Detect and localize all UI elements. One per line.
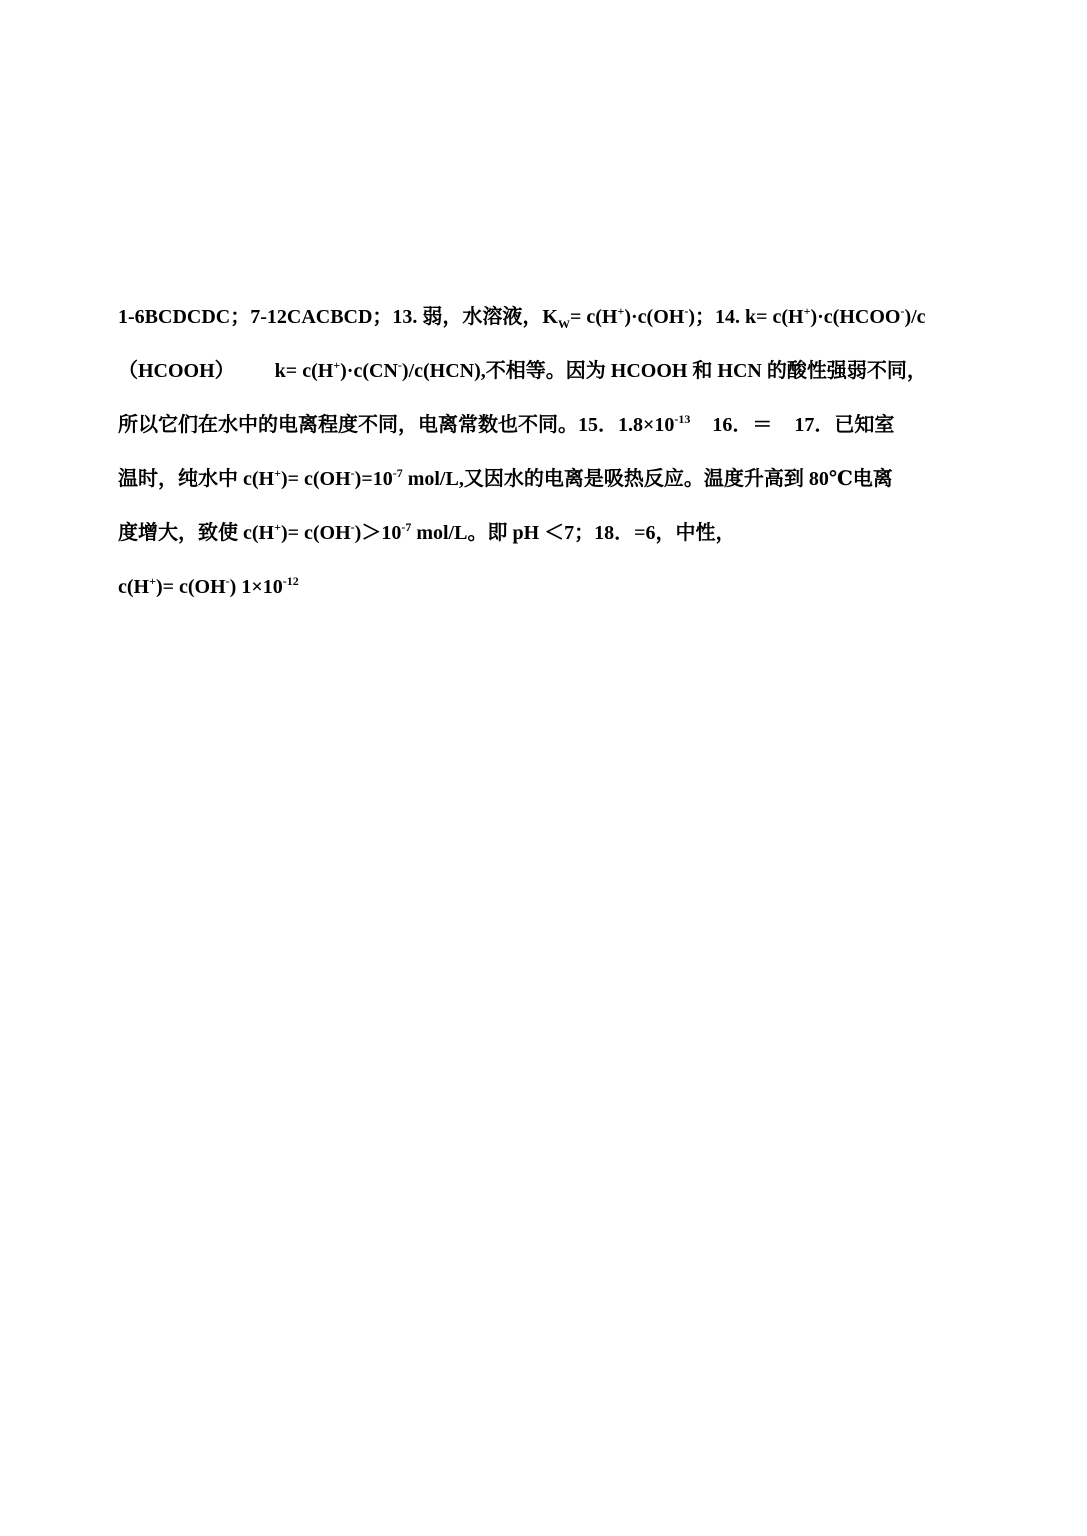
text-line-4 bbox=[118, 462, 998, 516]
text-line-2 bbox=[118, 354, 998, 408]
text-run: 温时，纯水中 c(H bbox=[118, 468, 275, 490]
text-run: )·c(OH bbox=[624, 306, 685, 328]
superscript: - bbox=[900, 304, 905, 318]
superscript: + bbox=[274, 520, 281, 534]
text-run: c(H bbox=[118, 576, 150, 598]
text-line-5 bbox=[118, 516, 998, 570]
text-line-1 bbox=[118, 300, 998, 354]
superscript: - bbox=[350, 520, 355, 534]
text-run: mol/L。即 pH ＜7；18．=6，中性， bbox=[411, 522, 736, 544]
superscript: - bbox=[350, 466, 355, 480]
superscript: -7 bbox=[401, 520, 412, 534]
superscript: + bbox=[617, 304, 625, 318]
text-run: 1-6BCDCDC；7-12CACBCD；13. 弱，水溶液，K bbox=[118, 306, 558, 328]
text-run: )·c(CN bbox=[340, 360, 398, 382]
superscript: + bbox=[149, 574, 156, 588]
text-run: )＞10 bbox=[354, 522, 402, 544]
answer-text bbox=[118, 300, 998, 610]
text-run: )·c(HCOO bbox=[810, 306, 901, 328]
text-run: )；14. k= c(H bbox=[688, 306, 804, 328]
text-run: 度增大，致使 c(H bbox=[118, 522, 275, 544]
text-run: )/c bbox=[904, 306, 926, 328]
text-line-3 bbox=[118, 408, 998, 462]
text-run: )= c(OH bbox=[280, 522, 351, 544]
superscript: + bbox=[803, 304, 811, 318]
superscript: - bbox=[397, 358, 402, 372]
subscript: W bbox=[558, 317, 570, 331]
superscript: -7 bbox=[392, 466, 403, 480]
text-run: )/c(HCN),不相等。因为 HCOOH 和 HCN 的酸性强弱不同， bbox=[401, 360, 927, 382]
text-run: 所以它们在水中的电离程度不同，电离常数也不同。15．1.8×10 bbox=[118, 414, 675, 436]
superscript: -12 bbox=[282, 574, 299, 588]
text-run: ) 1×10 bbox=[229, 576, 283, 598]
superscript: - bbox=[684, 304, 689, 318]
superscript: + bbox=[274, 466, 281, 480]
text-run: 16．＝ bbox=[712, 414, 773, 436]
text-run: )=10 bbox=[354, 468, 393, 490]
superscript: -13 bbox=[674, 412, 691, 426]
text-run: )= c(OH bbox=[155, 576, 226, 598]
text-run: 17．已知室 bbox=[794, 414, 895, 436]
superscript: + bbox=[333, 358, 341, 372]
text-line-6 bbox=[118, 570, 998, 610]
text-run: （HCOOH） bbox=[118, 360, 235, 382]
text-run: )= c(OH bbox=[280, 468, 351, 490]
text-run: = c(H bbox=[570, 306, 618, 328]
superscript: - bbox=[225, 574, 230, 588]
text-run: mol/L,又因水的电离是吸热反应。温度升高到 80℃电离 bbox=[402, 468, 893, 490]
text-run: k= c(H bbox=[274, 360, 334, 382]
